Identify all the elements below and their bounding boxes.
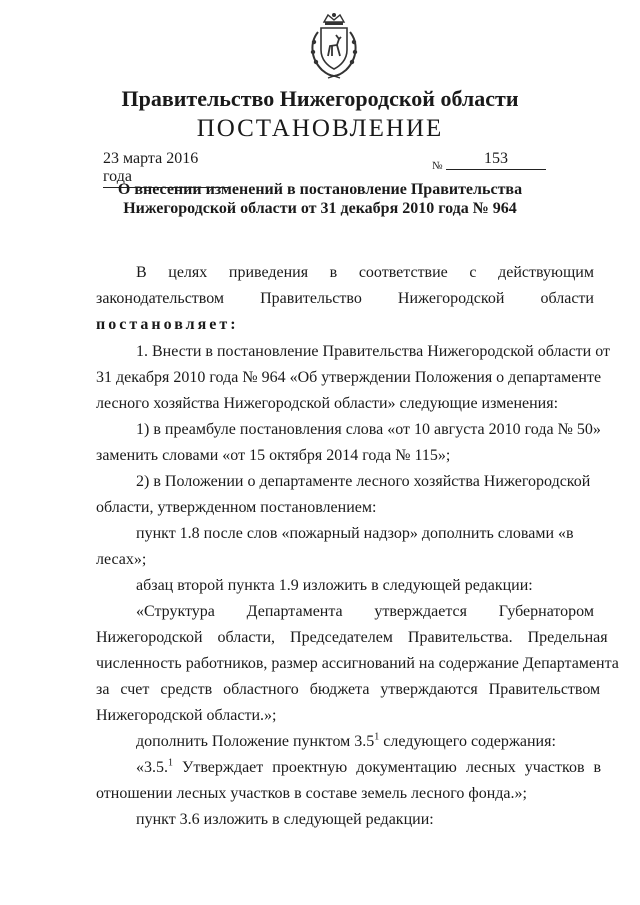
point-3-6-intro: пункт 3.6 изложить в следующей редакции:	[136, 811, 434, 828]
text: «3.5.	[136, 759, 168, 776]
preamble-line-1	[136, 263, 594, 283]
quote-line-3: численность работников, размер ассигнований на содержание Департамента	[96, 655, 619, 672]
add-point-3-5-1	[136, 732, 556, 752]
quote-line-5: Нижегородской области.»;	[96, 707, 277, 724]
paragraph-1-2-line-1: 2) в Положении о департаменте лесного хозяйства Нижегородской	[136, 473, 591, 490]
superscript: 1	[168, 757, 173, 769]
superscript: 1	[374, 731, 380, 743]
document-type: ПОСТАНОВЛЕНИЕ	[196, 115, 444, 142]
point-3-5-1-line-2: отношении лесных участков в составе земель лесного фонда.»;	[96, 785, 527, 802]
document-title-line-2: Нижегородской области от 31 декабря 2010 года № 964	[123, 200, 517, 217]
text: следующего содержания:	[379, 733, 556, 750]
point-3-5-1-line-1	[136, 758, 601, 778]
document-number: 153	[446, 150, 546, 170]
coat-of-arms-icon	[304, 12, 364, 80]
word: Нижегородской	[397, 290, 505, 307]
word: целях	[168, 264, 208, 281]
organization-name: Правительство Нижегородской области	[121, 86, 519, 111]
word: области	[540, 290, 594, 307]
document-date: 23 марта 2016 года	[103, 150, 229, 188]
word: Губернатором	[498, 603, 594, 620]
quote-line-4: за счет средств областного бюджета утверждаются Правительством	[96, 681, 601, 698]
decree-word: постановляет:	[96, 316, 239, 333]
word: приведения	[228, 264, 309, 281]
word: Правительство	[260, 290, 362, 307]
point-1-8-line-1: пункт 1.8 после слов «пожарный надзор» дополнить словами «в	[136, 525, 574, 542]
word: Департамента	[246, 603, 343, 620]
paragraph-1-1-line-1: 1) в преамбуле постановления слова «от 10 августа 2010 года № 50»	[136, 421, 601, 438]
quote-line-2: Нижегородской области, Председателем Правительства. Предельная	[96, 629, 608, 646]
word: законодательством	[96, 290, 225, 307]
paragraph-1-2-line-2: области, утвержденном постановлением:	[96, 499, 377, 516]
word: утверждается	[374, 603, 467, 620]
preamble-line-2	[96, 289, 594, 309]
paragraph-1-line-2: 31 декабря 2010 года № 964 «Об утверждении Положения о департаменте	[96, 369, 602, 386]
word: действующим	[498, 264, 594, 281]
word: «Структура	[136, 603, 215, 620]
text: дополнить Положение пунктом 3.5	[136, 733, 375, 750]
document-title-line-1: О внесении изменений в постановление Правительства	[117, 181, 523, 198]
point-1-9-intro: абзац второй пункта 1.9 изложить в следующей редакции:	[136, 577, 533, 594]
paragraph-1-line-3: лесного хозяйства Нижегородской области» следующие изменения:	[96, 395, 559, 412]
text: Утверждает проектную документацию лесных участков в	[173, 759, 602, 776]
word: В	[136, 264, 147, 281]
paragraph-1-1-line-2: заменить словами «от 15 октября 2014 года № 115»;	[96, 447, 451, 464]
word: в	[329, 264, 338, 281]
quote-line-1	[136, 602, 594, 622]
number-label: №	[432, 160, 443, 172]
word: соответствие	[358, 264, 448, 281]
paragraph-1-line-1: 1. Внести в постановление Правительства Нижегородской области от	[136, 343, 610, 360]
word: с	[469, 264, 477, 281]
point-1-8-line-2: лесах»;	[96, 551, 147, 568]
